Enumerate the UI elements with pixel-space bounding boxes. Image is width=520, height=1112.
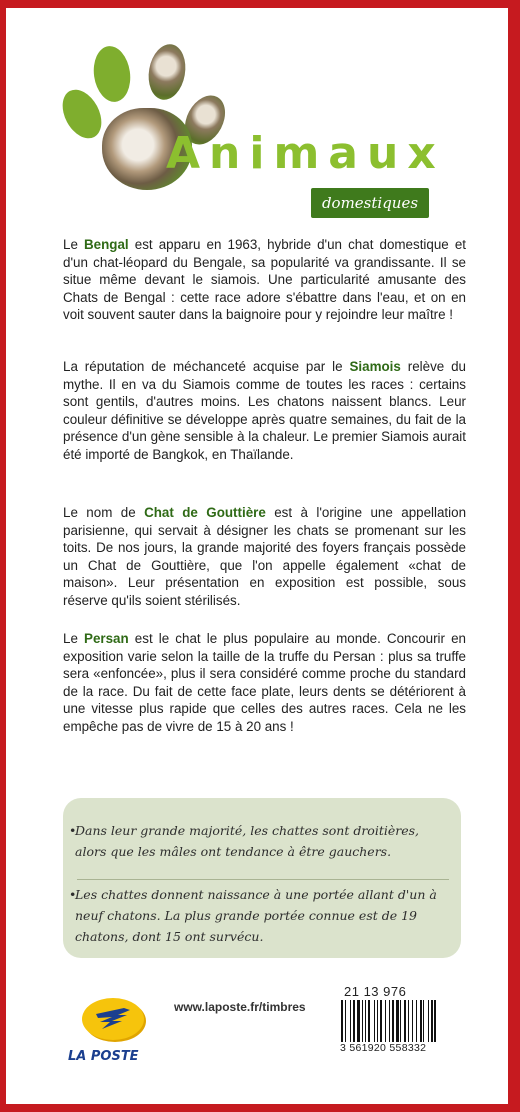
brand-name: LA POSTE	[68, 1049, 139, 1064]
la-poste-logo	[82, 998, 148, 1042]
breed-name: Siamois	[349, 359, 401, 374]
page-title: Animaux	[166, 128, 445, 179]
breed-name: Bengal	[84, 237, 129, 252]
booklet-back-cover	[6, 8, 508, 1104]
bullet-icon: •	[69, 887, 77, 902]
article-bengal: Le Bengal est apparu en 1963, hybride d'un chat domestique et d'un chat-léopard du Bengale, sa popularité va grandissante. Il se situe même devant le siamois. Une particularité amusante des Chats de Bengal : cette race adore s'ébattre dans l'eau, et on en voit souvent sauter dans la baignoire pour y rejoindre leur maître !	[63, 237, 466, 322]
divider	[77, 879, 449, 880]
cat-photo-toe	[144, 41, 189, 102]
article-siamois: La réputation de méchanceté acquise par le Siamois relève du mythe. Il en va du Siamois comme de toutes les races : certains sont gentils, d'autres moins. Les chatons naissent blancs. Leur couleur définitive se développe après quatre semaines, du fait de la présence d'un gène sensible à la chaleur. Le premier Siamois aurait été importé de Bangkok, en Thaïlande.	[63, 359, 466, 462]
ean-number: 3 561920 558332	[340, 1042, 427, 1054]
fun-facts-box	[63, 798, 461, 958]
fun-fact-note: • Les chattes donnent naissance à une portée allant d'un à neuf chatons. La plus grande portée connue est de 19 chatons, dont 15 ont survécu.	[75, 884, 449, 947]
paw-toe	[90, 44, 133, 104]
barcode-icon	[340, 1000, 466, 1042]
article-chat-de-gouttiere: Le nom de Chat de Gouttière est à l'origine une appellation parisienne, qui servait à désigner les chats se promenant sur les toits. De nos jours, la grande majorité des foyers français possède un Chat de Gouttière, que l'on appelle également «chat de maison». Leur présentation en exposition est possible, sous réserve qu'ils soient stérilisés.	[63, 505, 467, 608]
website-link[interactable]: www.laposte.fr/timbres	[174, 1000, 306, 1014]
breed-name: Chat de Gouttière	[144, 505, 266, 520]
breed-name: Persan	[84, 631, 129, 646]
bird-icon	[94, 1006, 134, 1032]
bullet-icon: •	[69, 823, 77, 838]
page-subtitle: domestiques	[311, 188, 429, 218]
fun-fact-note: • Dans leur grande majorité, les chattes sont droitières, alors que les mâles ont tendance à être gauchers.	[75, 820, 449, 862]
article-persan: Le Persan est le chat le plus populaire au monde. Concourir en exposition varie selon la taille de la truffe du Persan : plus sa truffe sera «enfoncée», plus il sera considéré comme proche du standard de la race. Du fait de cette face plate, leurs dents se détériorent à une vitesse plus rapide que celles des autres races. Cela ne les empêche pas de vivre de 15 à 20 ans !	[63, 631, 466, 734]
product-code: 21 13 976	[344, 984, 407, 999]
